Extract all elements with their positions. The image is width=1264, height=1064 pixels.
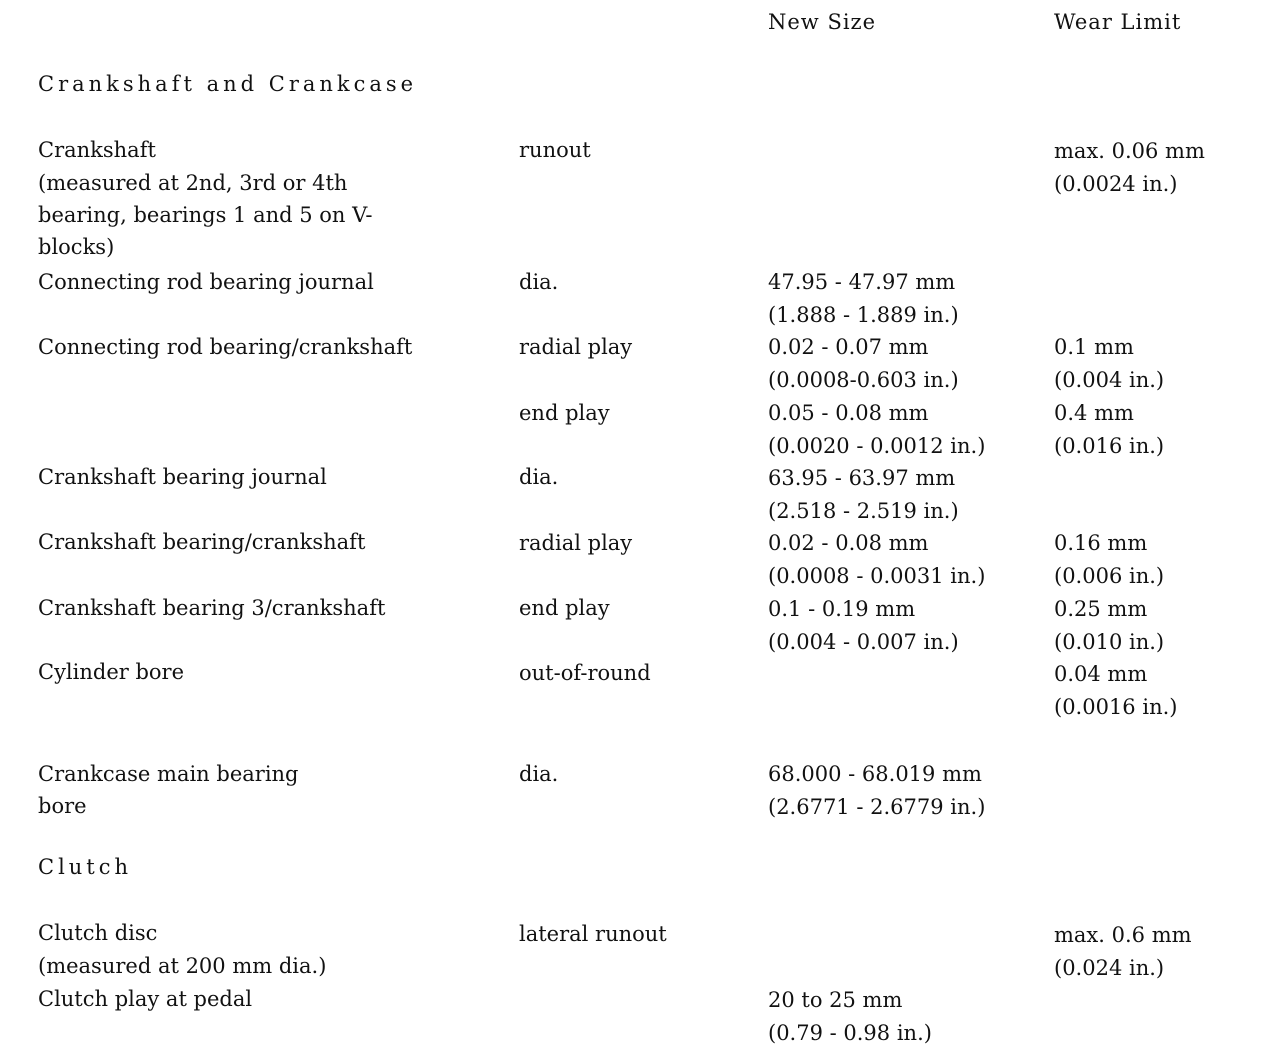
row-new-size: (0.0008 - 0.0031 in.) (768, 564, 986, 588)
row-new-size: 0.02 - 0.08 mm (768, 531, 929, 555)
row-item: bearing, bearings 1 and 5 on V- (38, 203, 373, 227)
row-item: Crankshaft (38, 138, 156, 162)
row-item: (measured at 2nd, 3rd or 4th (38, 171, 348, 195)
row-measure: end play (519, 401, 610, 425)
row-wear-limit: max. 0.06 mm (1054, 139, 1205, 163)
row-wear-limit: (0.004 in.) (1054, 368, 1165, 392)
header-new-size: New Size (768, 10, 877, 34)
row-wear-limit: 0.1 mm (1054, 335, 1134, 359)
row-measure: radial play (519, 531, 633, 555)
row-measure: dia. (519, 270, 559, 294)
row-item: Clutch disc (38, 921, 158, 945)
row-new-size: (0.004 - 0.007 in.) (768, 630, 959, 654)
row-item: Clutch play at pedal (38, 987, 253, 1011)
row-new-size: (2.518 - 2.519 in.) (768, 499, 959, 523)
row-wear-limit: (0.0016 in.) (1054, 695, 1178, 719)
row-new-size: 0.02 - 0.07 mm (768, 335, 929, 359)
row-item: blocks) (38, 235, 115, 259)
row-new-size: 20 to 25 mm (768, 988, 903, 1012)
row-wear-limit: (0.010 in.) (1054, 630, 1165, 654)
row-item: Connecting rod bearing journal (38, 270, 374, 294)
row-measure: out-of-round (519, 661, 651, 685)
row-new-size: 47.95 - 47.97 mm (768, 270, 956, 294)
section-title-crankshaft: Crankshaft and Crankcase (38, 72, 418, 96)
row-measure: radial play (519, 335, 633, 359)
row-new-size: (0.79 - 0.98 in.) (768, 1021, 932, 1045)
row-item: Connecting rod bearing/crankshaft (38, 335, 413, 359)
row-item: (measured at 200 mm dia.) (38, 954, 327, 978)
row-wear-limit: (0.006 in.) (1054, 564, 1165, 588)
row-new-size: (2.6771 - 2.6779 in.) (768, 795, 986, 819)
row-item: Cylinder bore (38, 660, 185, 684)
row-item: Crankshaft bearing/crankshaft (38, 530, 366, 554)
row-measure: runout (519, 138, 591, 162)
row-wear-limit: (0.0024 in.) (1054, 172, 1178, 196)
row-new-size: 68.000 - 68.019 mm (768, 762, 982, 786)
row-wear-limit: 0.16 mm (1054, 531, 1148, 555)
row-wear-limit: (0.016 in.) (1054, 434, 1165, 458)
row-item: bore (38, 794, 87, 818)
row-wear-limit: max. 0.6 mm (1054, 923, 1192, 947)
row-new-size: 0.05 - 0.08 mm (768, 401, 929, 425)
row-wear-limit: (0.024 in.) (1054, 956, 1165, 980)
row-item: Crankcase main bearing (38, 762, 299, 786)
row-measure: dia. (519, 762, 559, 786)
row-item: Crankshaft bearing 3/crankshaft (38, 596, 386, 620)
header-wear-limit: Wear Limit (1054, 10, 1182, 34)
row-wear-limit: 0.25 mm (1054, 597, 1148, 621)
row-measure: lateral runout (519, 922, 667, 946)
row-measure: dia. (519, 465, 559, 489)
row-wear-limit: 0.4 mm (1054, 401, 1134, 425)
row-new-size: 63.95 - 63.97 mm (768, 466, 956, 490)
section-title-clutch: Clutch (38, 855, 133, 879)
row-new-size: (0.0020 - 0.0012 in.) (768, 434, 986, 458)
row-measure: end play (519, 596, 610, 620)
row-new-size: (1.888 - 1.889 in.) (768, 303, 959, 327)
row-new-size: (0.0008-0.603 in.) (768, 368, 959, 392)
row-wear-limit: 0.04 mm (1054, 662, 1148, 686)
row-new-size: 0.1 - 0.19 mm (768, 597, 916, 621)
row-item: Crankshaft bearing journal (38, 465, 327, 489)
